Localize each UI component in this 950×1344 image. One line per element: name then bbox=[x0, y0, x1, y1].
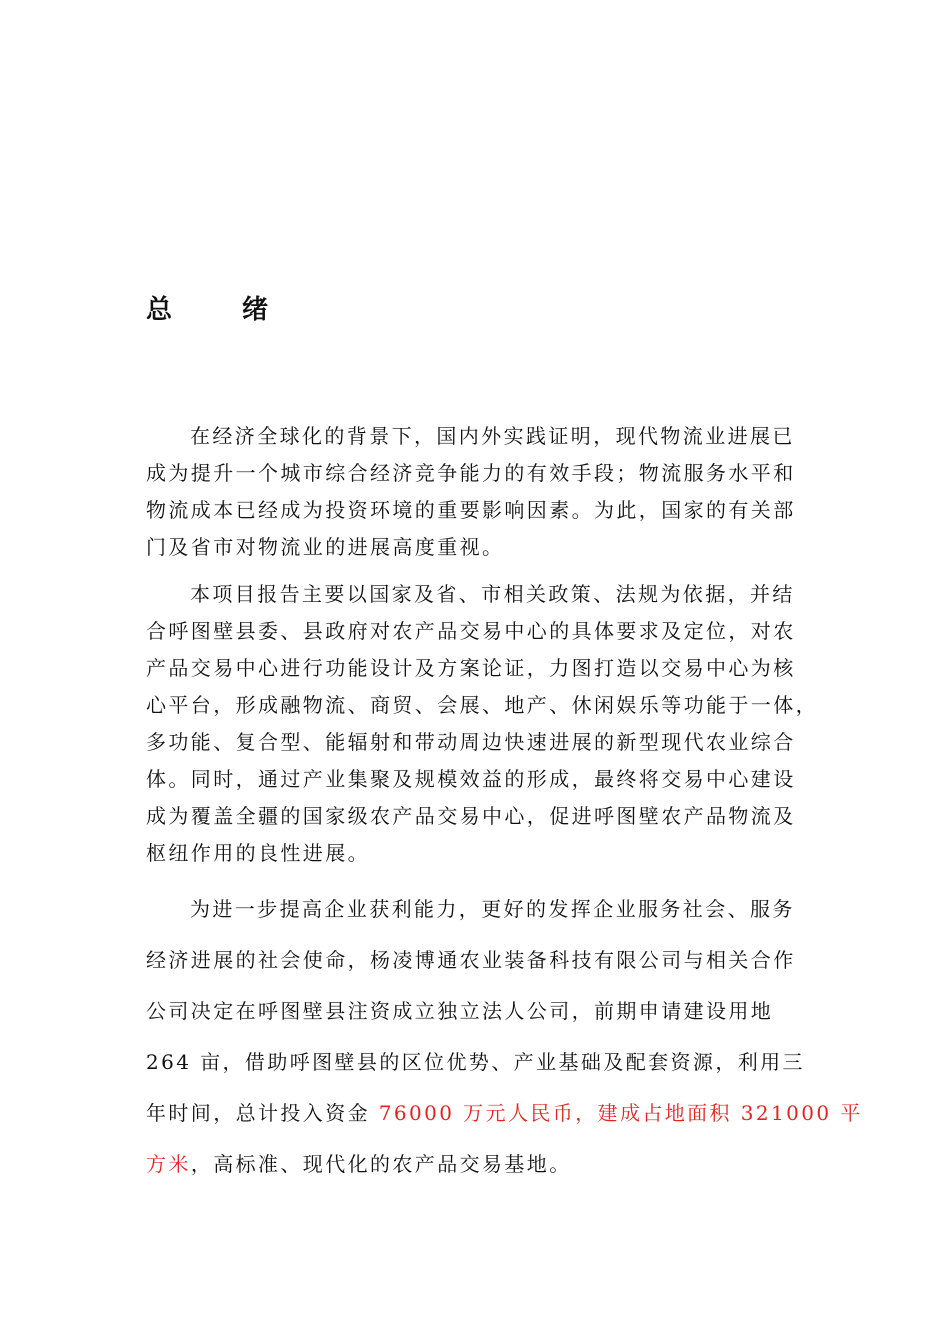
paragraph-1 bbox=[146, 418, 810, 566]
paragraph-3-line: 为进一步提高企业获利能力，更好的发挥企业服务社会、服务 bbox=[190, 897, 795, 921]
paragraph-3-line bbox=[146, 1139, 810, 1190]
paragraph-3 bbox=[146, 884, 863, 1190]
paragraph-3-line: 公司决定在呼图壁县注资成立独立法人公司，前期申请建设用地 bbox=[146, 999, 774, 1023]
paragraph-1-line: 成为提升一个城市综合经济竞争能力的有效手段；物流服务水平和 bbox=[146, 461, 796, 485]
paragraph-2-line: 本项目报告主要以国家及省、市相关政策、法规为依据，并结 bbox=[190, 582, 795, 606]
base-description-text: ，高标准、现代化的农产品交易基地。 bbox=[190, 1152, 572, 1176]
paragraph-2-line: 多功能、复合型、能辐射和带动周边快速进展的新型现代农业综合 bbox=[146, 730, 796, 754]
paragraph-2-line: 体。同时，通过产业集聚及规模效益的形成，最终将交易中心建设 bbox=[146, 767, 796, 791]
section-heading: 总 绪 bbox=[146, 295, 291, 325]
investment-highlight: 76000 万元人民币，建成占地面积 321000 平 bbox=[378, 1101, 863, 1125]
paragraph-2-line: 合呼图壁县委、县政府对农产品交易中心的具体要求及定位，对农 bbox=[146, 619, 796, 643]
paragraph-3-line: 经济进展的社会使命，杨凌博通农业装备科技有限公司与相关合作 bbox=[146, 948, 796, 972]
paragraph-2-line: 产品交易中心进行功能设计及方案论证，力图打造以交易中心为核 bbox=[146, 656, 796, 680]
paragraph-1-line: 物流成本已经成为投资环境的重要影响因素。为此，国家的有关部 bbox=[146, 498, 796, 522]
paragraph-3-line: 264 亩，借助呼图壁县的区位优势、产业基础及配套资源，利用三 bbox=[146, 1050, 805, 1074]
paragraph-2-line: 心平台，形成融物流、商贸、会展、地产、休闲娱乐等功能于一体， bbox=[146, 693, 818, 717]
paragraph-1-line: 门及省市对物流业的进展高度重视。 bbox=[146, 535, 505, 559]
paragraph-2 bbox=[146, 576, 818, 872]
paragraph-1-line: 在经济全球化的背景下，国内外实践证明，现代物流业进展已 bbox=[190, 424, 795, 448]
area-unit-highlight: 方米 bbox=[146, 1152, 191, 1176]
investment-text: 年时间，总计投入资金 bbox=[146, 1101, 379, 1125]
paragraph-2-line: 枢纽作用的良性进展。 bbox=[146, 841, 370, 865]
paragraph-3-line bbox=[146, 1088, 863, 1139]
paragraph-2-line: 成为覆盖全疆的国家级农产品交易中心，促进呼图壁农产品物流及 bbox=[146, 804, 796, 828]
